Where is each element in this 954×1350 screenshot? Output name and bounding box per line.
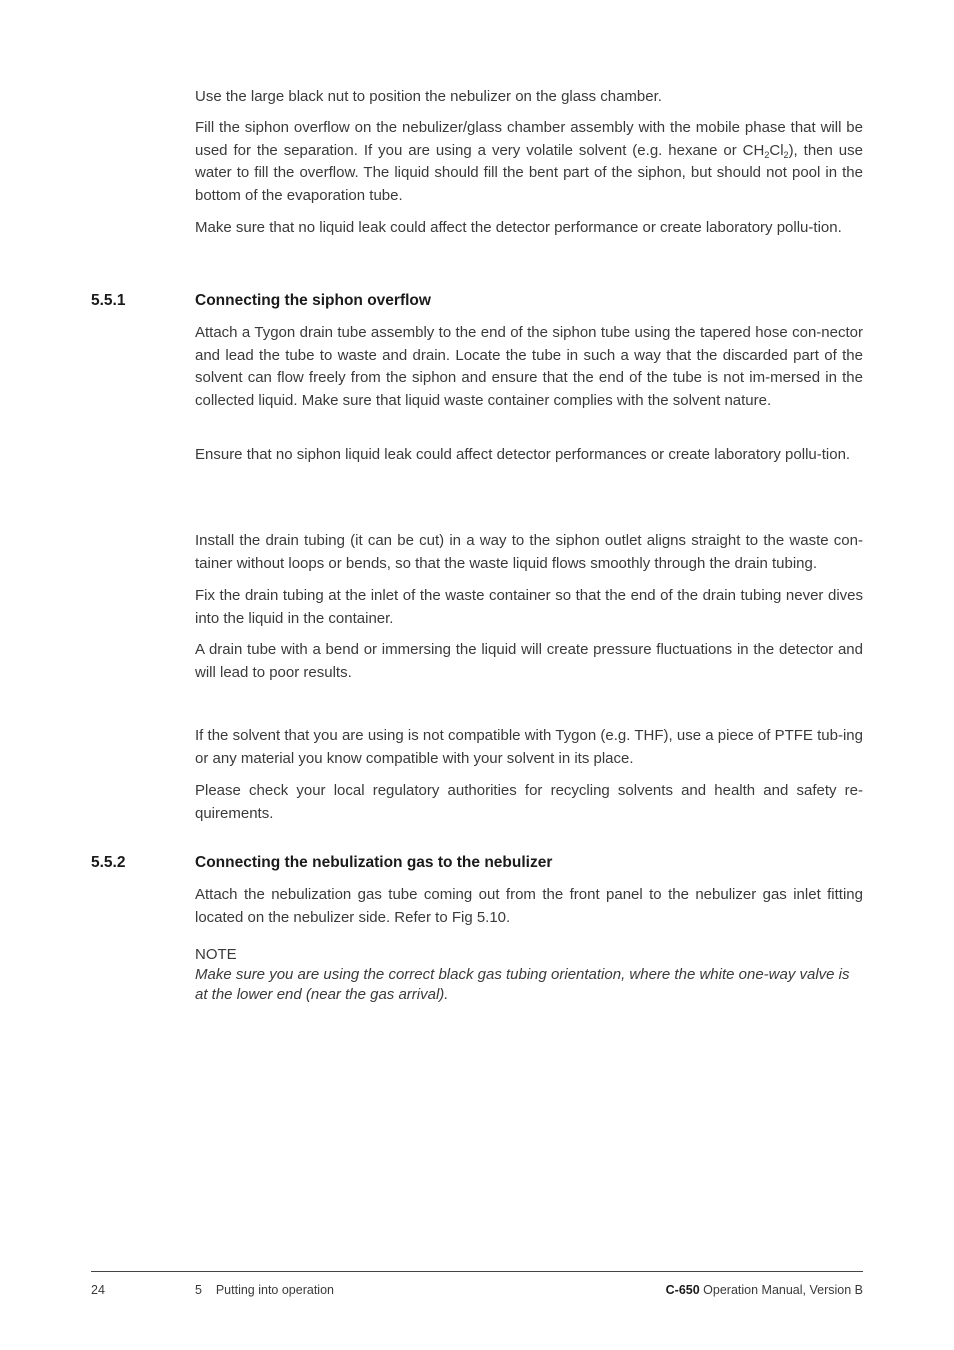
intro-p2-part-a: Fill the siphon overflow on the nebulizer/glass chamber assembly with the mobile phase that will be used for the separation. If you are using a very volatile solvent (e.g. hexane or CH <box>195 119 863 159</box>
s1-paragraph-4: Fix the drain tubing at the inlet of the waste container so that the end of the drain tubing never dives into the liquid in the container. <box>195 587 863 627</box>
s1-paragraph-5: A drain tube with a bend or immersing the liquid will create pressure fluctuations in the detector and will lead to poor results. <box>195 641 863 681</box>
s1-paragraph-2: Ensure that no siphon liquid leak could affect detector performances or create laboratory pollu-tion. <box>195 446 851 463</box>
intro-paragraph-3: Make sure that no liquid leak could affect the detector performance or create laboratory pollu-tion. <box>195 219 842 236</box>
s1-block-4 <box>195 585 863 630</box>
s1-block-6 <box>195 725 863 770</box>
footer-product-name: C-650 <box>665 1283 700 1297</box>
s2-paragraph-1: Attach the nebulization gas tube coming out from the front panel to the nebulizer gas inlet fitting located on the nebulizer side. Refer to Fig 5.10. <box>195 886 863 926</box>
section-number: 5.5.1 <box>91 292 126 309</box>
s1-block-3 <box>195 530 863 575</box>
s1-paragraph-7: Please check your local regulatory authorities for recycling solvents and health and safety re-quirements. <box>195 782 863 822</box>
note-label: NOTE <box>195 946 237 963</box>
intro-p2-subscript-1: 2 <box>764 149 770 160</box>
footer-divider <box>91 1271 863 1272</box>
s1-block-7 <box>195 780 863 825</box>
footer-chapter: 5 Putting into operation <box>195 1283 334 1297</box>
section-title: Connecting the siphon overflow <box>195 292 431 309</box>
s1-paragraph-6: If the solvent that you are using is not compatible with Tygon (e.g. THF), use a piece of PTFE tub-ing or any material you know compatible with your solvent in its place. <box>195 727 863 767</box>
note-block <box>195 945 863 1005</box>
s1-block-5 <box>195 639 863 684</box>
intro-paragraph-1: Use the large black nut to position the nebulizer on the glass chamber. <box>195 88 662 105</box>
s1-paragraph-3: Install the drain tubing (it can be cut) in a way to the siphon outlet aligns straight to the waste con-tainer without loops or bends, so that the waste liquid flows smoothly through the drain tubing. <box>195 532 863 572</box>
s1-paragraph-1: Attach a Tygon drain tube assembly to the end of the siphon tube using the tapered hose con-nector and lead the tube to waste and drain. Locate the tube in such a way that the discarded part of the solvent can flow freely from the siphon and ensure that the end of the tube is not im-mersed in the collected liquid. Make sure that liquid waste container complies with the solvent nature. <box>195 324 863 409</box>
footer-page-number: 24 <box>91 1283 105 1297</box>
footer-manual-title <box>666 1283 863 1297</box>
section-number: 5.5.2 <box>91 854 126 871</box>
s1-block-2 <box>195 444 863 467</box>
s1-block-1 <box>195 322 863 412</box>
intro-p2-part-c: ), then use water to fill the overflow. The liquid should fill the bent part of the siphon, but should not pool in the bottom of the evaporation tube. <box>195 141 863 204</box>
note-text: Make sure you are using the correct black gas tubing orientation, where the white one-way valve is at the lower end (near the gas arrival). <box>195 966 850 1003</box>
intro-p2-part-b: Cl <box>769 141 784 159</box>
intro-block <box>195 86 863 109</box>
intro-p2-subscript-2: 2 <box>783 149 789 160</box>
intro-block-2 <box>195 117 863 207</box>
intro-block-3 <box>195 217 863 240</box>
section-title: Connecting the nebulization gas to the nebulizer <box>195 854 553 871</box>
footer-manual-version: Operation Manual, Version B <box>699 1283 863 1297</box>
intro-paragraph-2 <box>195 117 863 207</box>
s2-block-1 <box>195 884 863 929</box>
